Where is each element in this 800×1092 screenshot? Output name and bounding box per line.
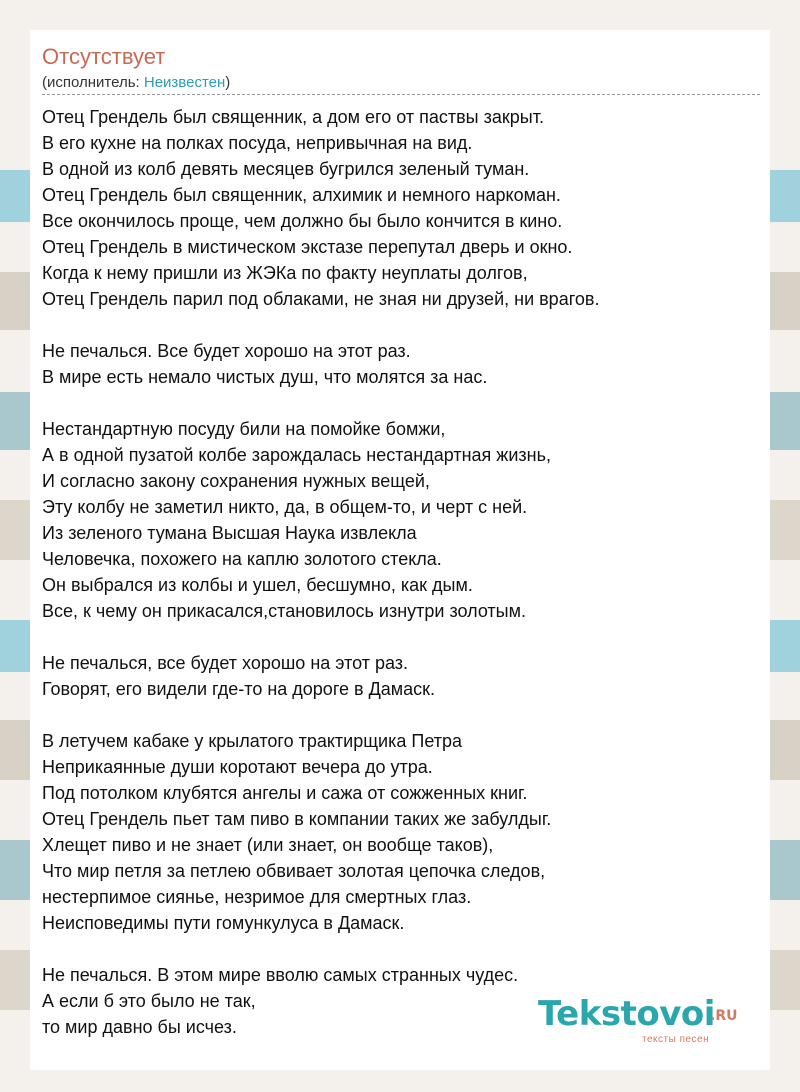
lyrics-line: А в одной пузатой колбе зарождалась нестандартная жизнь, <box>42 445 551 465</box>
lyrics-card <box>30 30 770 1070</box>
lyrics-line: В одной из колб девять месяцев бугрился зеленый туман. <box>42 159 530 179</box>
lyrics-line: Когда к нему пришли из ЖЭКа по факту неуплаты долгов, <box>42 263 528 283</box>
lyrics-line: Все окончилось проще, чем должно бы было кончится в кино. <box>42 211 563 231</box>
song-title: Отсутствует <box>42 44 166 69</box>
artist-link[interactable]: Неизвестен <box>143 74 226 91</box>
lyrics-stanza <box>42 650 762 702</box>
lyrics-line: Нестандартную посуду били на помойке бомжи, <box>42 419 446 439</box>
artist-prefix: (исполнитель: <box>42 74 144 91</box>
lyrics-line: Отец Грендель пьет там пиво в компании таких же забулдыг. <box>42 809 552 829</box>
lyrics-line: Человечка, похожего на каплю золотого стекла. <box>42 549 442 569</box>
lyrics-stanza <box>42 728 762 936</box>
artist-line <box>42 74 230 91</box>
lyrics-line: Он выбрался из колбы и ушел, бесшумно, как дым. <box>42 575 473 595</box>
lyrics-line: В мире есть немало чистых душ, что молятся за нас. <box>42 367 488 387</box>
lyrics-line: то мир давно бы исчез. <box>42 1017 237 1037</box>
lyrics-line: Отец Грендель был священник, а дом его от паствы закрыт. <box>42 107 544 127</box>
lyrics-line: В его кухне на полках посуда, непривычная на вид. <box>42 133 473 153</box>
lyrics-line: Не печалься. Все будет хорошо на этот раз. <box>42 341 411 361</box>
dashed-divider <box>42 94 760 95</box>
lyrics-line: В летучем кабаке у крылатого трактирщика Петра <box>42 731 463 751</box>
logo-tagline: тексты песен <box>642 1034 710 1045</box>
lyrics-stanza <box>42 104 762 312</box>
lyrics-line: Что мир петля за петлею обвивает золотая цепочка следов, <box>42 861 546 881</box>
lyrics-line: нестерпимое сиянье, незримое для смертных глаз. <box>42 887 472 907</box>
logo-name: Tekstovoi <box>538 994 715 1034</box>
lyrics-stanza <box>42 416 762 624</box>
lyrics-line: Неприкаянные души коротают вечера до утра. <box>42 757 433 777</box>
lyrics-line: Эту колбу не заметил никто, да, в общем-то, и черт с ней. <box>42 497 528 517</box>
lyrics-line: Из зеленого тумана Высшая Наука извлекла <box>42 523 417 543</box>
lyrics-line: Говорят, его видели где-то на дороге в Дамаск. <box>42 679 436 699</box>
artist-suffix: ) <box>225 74 231 91</box>
lyrics-line: Не печалься, все будет хорошо на этот раз. <box>42 653 409 673</box>
logo-tld: .RU <box>710 1008 738 1024</box>
lyrics-line: Все, к чему он прикасался,становилось изнутри золотым. <box>42 601 526 621</box>
lyrics-line: Отец Грендель парил под облаками, не зная ни друзей, ни врагов. <box>42 289 600 309</box>
lyrics-line: Отец Грендель был священник, алхимик и немного наркоман. <box>42 185 561 205</box>
lyrics-line: Отец Грендель в мистическом экстазе перепутал дверь и окно. <box>42 237 573 257</box>
lyrics-line: Не печалься. В этом мире вволю самых странных чудес. <box>42 965 519 985</box>
lyrics-line: Хлещет пиво и не знает (или знает, он вообще таков), <box>42 835 494 855</box>
lyrics-line: А если б это было не так, <box>42 991 256 1011</box>
lyrics-stanza <box>42 338 762 390</box>
lyrics-line: И согласно закону сохранения нужных вещей, <box>42 471 430 491</box>
site-logo[interactable] <box>538 994 748 1044</box>
lyrics-line: Под потолком клубятся ангелы и сажа от сожженных книг. <box>42 783 528 803</box>
lyrics-line: Неисповедимы пути гомункулуса в Дамаск. <box>42 913 405 933</box>
lyrics-body <box>42 104 762 1066</box>
